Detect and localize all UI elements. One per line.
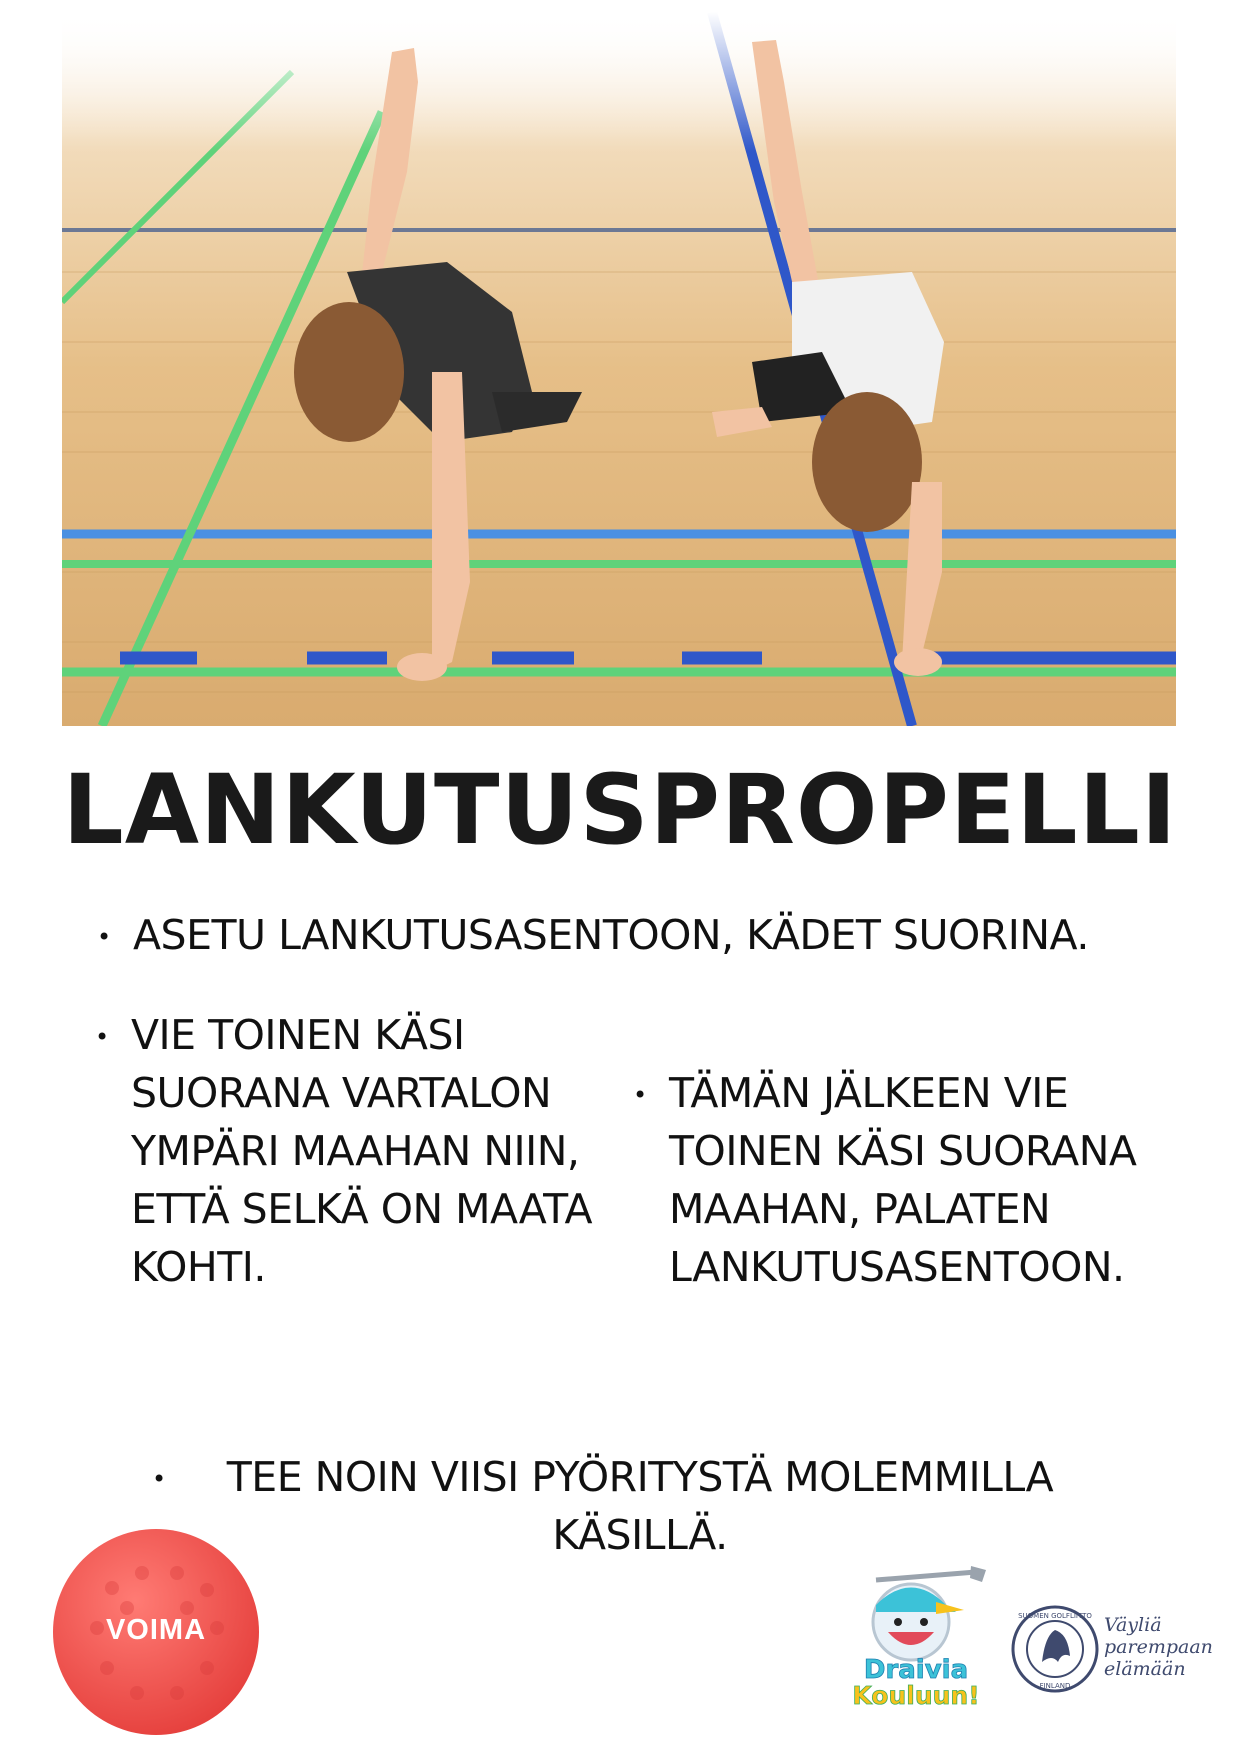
instruction-2-text: VIE TOINEN KÄSI SUORANA VARTALON YMPÄRI MAAHAN NIIN, ETTÄ SELKÄ ON MAATA KOHTI. (131, 1011, 592, 1291)
instruction-3 (633, 1064, 1189, 1296)
instruction-2 (95, 1006, 601, 1296)
instruction-4 (152, 1448, 1120, 1564)
bullet-dot: • (95, 1023, 109, 1051)
instruction-1-text: ASETU LANKUTUSASENTOON, KÄDET SUORINA. (133, 911, 1089, 959)
slogan (1104, 1614, 1224, 1680)
svg-text:Draivia: Draivia (863, 1655, 969, 1685)
bullet-dot: • (633, 1081, 647, 1109)
svg-text:FINLAND: FINLAND (1039, 1682, 1071, 1690)
instruction-3-text: TÄMÄN JÄLKEEN VIE TOINEN KÄSI SUORANA MAAHAN, PALATEN LANKUTUSASENTOON. (669, 1069, 1137, 1291)
instruction-1 (97, 906, 1183, 964)
slogan-line-1: Väyliä (1104, 1614, 1162, 1636)
draivia-kouluun-logo (836, 1560, 996, 1710)
page-title: LANKUTUSPROPELLI (62, 754, 1178, 866)
children-plank-photo (62, 12, 1176, 726)
bullet-dot: • (152, 1465, 166, 1493)
slogan-line-3: elämään (1104, 1658, 1186, 1680)
svg-text:SUOMEN GOLFLIITTO: SUOMEN GOLFLIITTO (1018, 1612, 1092, 1620)
instruction-4-text: TEE NOIN VIISI PYÖRITYSTÄ MOLEMMILLA KÄSILLÄ. (226, 1453, 1054, 1559)
svg-text:Kouluun!: Kouluun! (852, 1681, 980, 1710)
golf-federation-emblem (1010, 1604, 1100, 1694)
hero-photo (62, 12, 1176, 726)
bullet-dot: • (97, 923, 111, 951)
category-label: VOIMA (105, 1614, 207, 1646)
slogan-line-2: parempaan (1104, 1636, 1213, 1658)
